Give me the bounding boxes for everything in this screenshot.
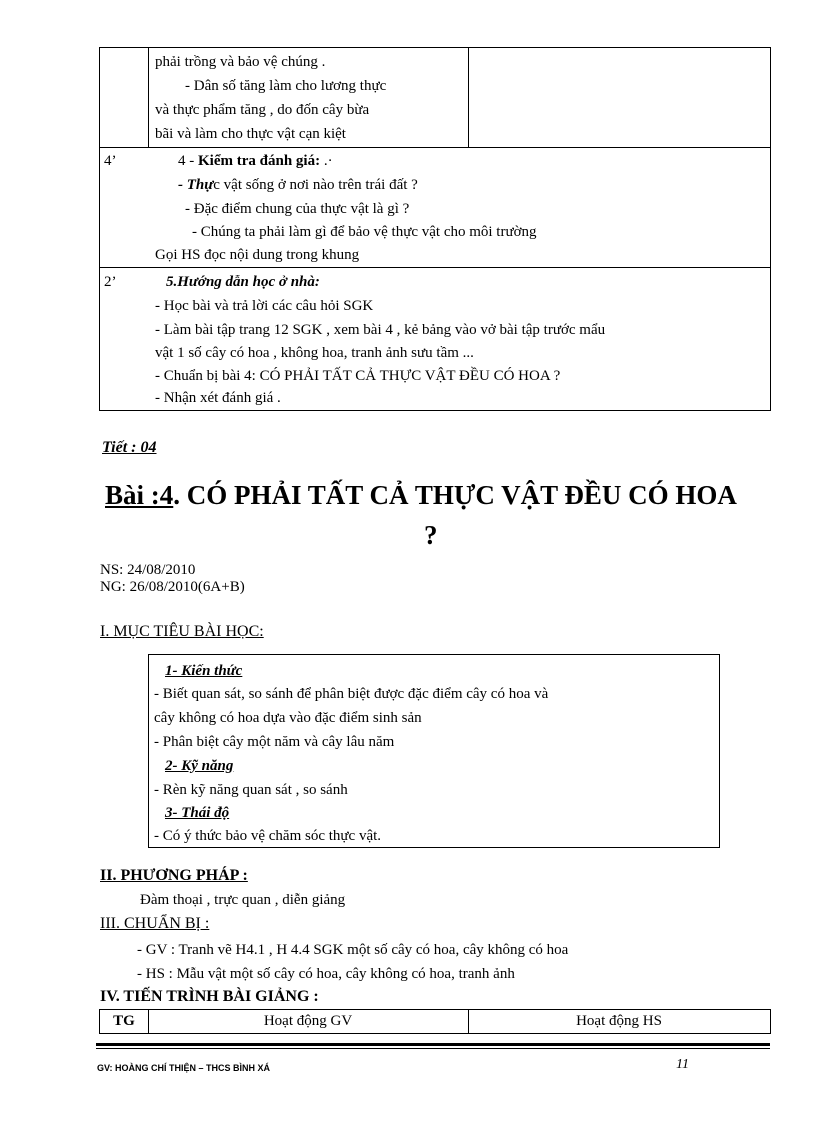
table-col-divider: [468, 47, 469, 148]
section-heading-preparation: III. CHUẨN BỊ :: [100, 915, 210, 932]
row2-question-1: [178, 175, 418, 195]
row2-time: 4’: [104, 153, 117, 169]
row2-question-2: - Đặc điểm chung của thực vật là gì ?: [185, 201, 410, 217]
preparation-gv: - GV : Tranh vẽ H4.1 , H 4.4 SGK một số cây có hoa, cây không có hoa: [137, 942, 569, 958]
heading-prefix: 4 -: [178, 153, 198, 169]
footer-page-number: 11: [676, 1057, 689, 1072]
date-ng: NG: 26/08/2010(6A+B): [100, 579, 245, 595]
row1-line: và thực phẩm tăng , do đốn cây bừa: [155, 102, 370, 118]
table-row-divider: [99, 147, 771, 148]
lesson-title-end: ?: [424, 520, 438, 550]
row3-line: - Nhận xét đánh giá .: [155, 390, 281, 406]
header-border-right: [770, 1009, 771, 1034]
table-border-bottom: [99, 410, 771, 411]
row1-line: phải trồng và bảo vệ chúng .: [155, 54, 326, 70]
objectives-box: [148, 654, 720, 848]
header-gv-text: Hoạt động GV: [263, 1013, 353, 1029]
skill-heading: 2- Kỹ năng: [165, 758, 234, 774]
lesson-period: Tiết : 04: [102, 439, 157, 456]
row3-time: 2’: [104, 274, 117, 290]
header-hs: [468, 1011, 770, 1031]
table-row-divider: [99, 267, 771, 268]
knowledge-line: - Biết quan sát, so sánh để phân biệt được đặc điểm cây có hoa và: [154, 686, 549, 702]
section-heading-objectives: I. MỤC TIÊU BÀI HỌC:: [100, 623, 264, 640]
header-gv: [148, 1011, 468, 1031]
table-col-divider: [148, 47, 149, 148]
knowledge-line: cây không có hoa dựa vào đặc điểm sinh sản: [154, 710, 422, 726]
method-line: Đàm thoại , trực quan , diễn giảng: [140, 892, 346, 908]
q1-text: c vật sống ở nơi nào trên trái đất ?: [213, 177, 418, 193]
table-border-left: [99, 47, 100, 411]
knowledge-heading: 1- Kiến thức: [165, 663, 243, 679]
section-heading-procedure: IV. TIẾN TRÌNH BÀI GIẢNG :: [100, 988, 319, 1005]
header-border-bottom: [99, 1033, 771, 1034]
attitude-heading: 3- Thái độ: [165, 805, 230, 821]
row3-line: - Học bài và trả lời các câu hỏi SGK: [155, 298, 374, 314]
header-tg: TG: [113, 1013, 135, 1029]
knowledge-line: - Phân biệt cây một năm và cây lâu năm: [154, 734, 395, 750]
footer-rule-thick: [96, 1043, 770, 1046]
row2-question-3: - Chúng ta phải làm gì để bảo vệ thực vật cho môi trường: [192, 224, 537, 240]
lesson-title-text: . CÓ PHẢI TẤT CẢ THỰC VẬT ĐỀU CÓ HOA: [173, 480, 737, 510]
lesson-title: [105, 478, 737, 512]
skill-line: - Rèn kỹ năng quan sát , so sánh: [154, 782, 348, 798]
table-border-top: [99, 47, 771, 48]
attitude-line: - Có ý thức bảo vệ chăm sóc thực vật.: [154, 828, 382, 844]
row3-line: - Làm bài tập trang 12 SGK , xem bài 4 , kẻ bảng vào vở bài tập trước mẩu: [155, 322, 606, 338]
row3-heading: 5.Hướng dẫn học ở nhà:: [166, 274, 320, 290]
row1-line: - Dân số tăng làm cho lương thực: [185, 78, 387, 94]
row2-heading: [178, 151, 333, 171]
row2-question-4: Gọi HS đọc nội dung trong khung: [155, 247, 360, 263]
date-ns: NS: 24/08/2010: [100, 562, 196, 578]
section-heading-method: II. PHƯƠNG PHÁP :: [100, 867, 248, 884]
row3-line: vật 1 số cây có hoa , không hoa, tranh ảnh sưu tầm ...: [155, 345, 474, 361]
table-border-right: [770, 47, 771, 411]
footer-rule-thin: [96, 1048, 770, 1049]
lesson-number: Bài :4: [105, 480, 174, 510]
footer-author: GV: HOÀNG CHÍ THIỆN – THCS BÌNH XÁ: [97, 1063, 271, 1073]
header-hs-text: Hoạt động HS: [576, 1013, 662, 1029]
header-border-top: [99, 1009, 771, 1010]
heading-suffix: .·: [320, 153, 333, 169]
row3-line: - Chuẩn bị bài 4: CÓ PHẢI TẤT CẢ THỰC VẬT ĐỀU CÓ HOA ?: [155, 368, 561, 384]
heading-text: Kiểm tra đánh giá:: [198, 153, 321, 169]
preparation-hs: - HS : Mẫu vật một số cây có hoa, cây không có hoa, tranh ảnh: [137, 966, 515, 982]
q1-prefix: - Thự: [178, 177, 214, 193]
row1-line: bãi và làm cho thực vật cạn kiệt: [155, 126, 346, 142]
